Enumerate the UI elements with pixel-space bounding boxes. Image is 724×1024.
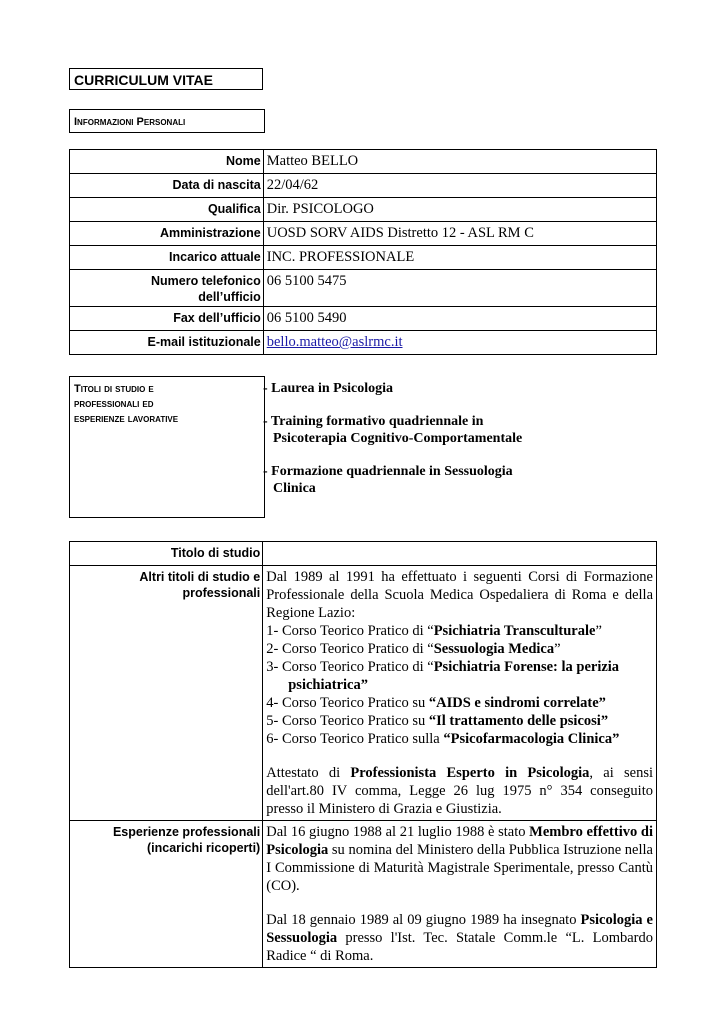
section-titoli-label	[69, 376, 265, 518]
esp2-bold: Psicologia e Sessuologia	[266, 912, 653, 946]
corso-4-pre: 4- Corso Teorico Pratico su	[266, 695, 429, 711]
section-personal-info: Informazioni Personali	[69, 109, 265, 133]
table-row	[70, 331, 657, 355]
table-row	[70, 222, 657, 246]
esp1-post: su nomina del Ministero della Pubblica Istruzione nella I Commissione di Maturità Magistrale Sperimentale, presso Cantù (CO).	[266, 842, 653, 894]
list-item	[263, 380, 563, 397]
titolo-training-line2: Psicoterapia Cognitivo-Comportamentale	[273, 431, 523, 446]
label-incarico: Incarico attuale	[70, 246, 264, 270]
esp1-bold: Membro effettivo di Psicologia	[266, 824, 653, 858]
corso-4	[266, 694, 653, 712]
titoli-list	[263, 380, 563, 513]
label-fax: Fax dell’ufficio	[70, 307, 264, 331]
label-telefono	[70, 270, 264, 307]
label-data-nascita: Data di nascita	[70, 174, 264, 198]
label-amministrazione: Amministrazione	[70, 222, 264, 246]
table-row	[70, 821, 657, 968]
label-telefono-line1: Numero telefonico	[150, 274, 261, 288]
corso-1-bold: Psichiatria Transculturale	[433, 623, 596, 639]
label-email: E-mail istituzionale	[70, 331, 264, 355]
table-row	[70, 542, 657, 566]
label-titolo-studio: Titolo di studio	[70, 542, 263, 566]
corso-2-bold: Sessuologia Medica	[433, 641, 555, 657]
label-esperienze	[70, 821, 263, 968]
cv-title: CURRICULUM VITAE	[69, 68, 263, 90]
value-esperienze	[263, 821, 657, 968]
corso-3-cont	[266, 676, 653, 694]
value-altri-titoli	[263, 566, 657, 821]
table-row	[70, 566, 657, 821]
corso-1-pre: 1- Corso Teorico Pratico di “	[266, 623, 434, 639]
corso-5-bold: “Il trattamento delle psicosi”	[428, 713, 609, 729]
titolo-training-line1: - Training formativo quadriennale in	[263, 414, 484, 429]
corso-3-bold2: psichiatrica”	[288, 677, 368, 693]
esp2-pre: Dal 18 gennaio 1989 al 09 giugno 1989 ha insegnato	[266, 912, 581, 928]
corso-5-pre: 5- Corso Teorico Pratico su	[266, 713, 429, 729]
value-incarico: INC. PROFESSIONALE	[263, 246, 656, 270]
corso-6-pre: 6- Corso Teorico Pratico sulla	[266, 731, 444, 747]
value-data-nascita: 22/04/62	[263, 174, 656, 198]
value-telefono: 06 5100 5475	[263, 270, 656, 307]
table-row	[70, 174, 657, 198]
email-link[interactable]: bello.matteo@aslrmc.it	[266, 334, 403, 350]
table-row	[70, 307, 657, 331]
table-row	[70, 198, 657, 222]
esperienza-1	[266, 823, 653, 895]
titoli-label-line1: Titoli di studio e	[74, 383, 154, 395]
corso-4-bold: “AIDS e sindromi correlate”	[428, 695, 606, 711]
corso-2-post: ”	[554, 641, 561, 657]
corso-6	[266, 730, 653, 748]
label-nome: Nome	[70, 150, 264, 174]
table-row	[70, 270, 657, 307]
value-titolo-studio	[263, 542, 657, 566]
value-nome: Matteo BELLO	[263, 150, 656, 174]
label-esperienze-line1: Esperienze professionali	[112, 825, 261, 839]
value-amministrazione: UOSD SORV AIDS Distretto 12 - ASL RM C	[263, 222, 656, 246]
table-row	[70, 150, 657, 174]
titolo-sessuologia-line1: - Formazione quadriennale in Sessuologia	[263, 464, 513, 479]
personal-info-table	[69, 149, 657, 355]
details-table	[69, 541, 657, 968]
corso-1	[266, 622, 653, 640]
corso-3	[266, 658, 653, 676]
titoli-label-line3: esperienze lavorative	[74, 413, 179, 425]
esp1-pre: Dal 16 giugno 1988 al 21 luglio 1988 è stato	[266, 824, 530, 840]
label-telefono-line2: dell’ufficio	[198, 290, 261, 304]
label-qualifica: Qualifica	[70, 198, 264, 222]
value-qualifica: Dir. PSICOLOGO	[263, 198, 656, 222]
value-fax: 06 5100 5490	[263, 307, 656, 331]
corso-6-bold: “Psicofarmacologia Clinica”	[443, 731, 620, 747]
corso-5	[266, 712, 653, 730]
attestato-post: , ai sensi dell'art.80 IV comma, Legge 26 lug 1975 n° 354 conseguito presso il Ministero di Grazia e Giustizia.	[266, 765, 653, 817]
attestato-bold: Professionista Esperto in Psicologia	[350, 765, 590, 781]
corso-3-pre: 3- Corso Teorico Pratico di “	[266, 659, 434, 675]
esp2-post: presso l'Ist. Tec. Statale Comm.le “L. Lombardo Radice “ di Roma.	[266, 930, 653, 964]
label-altri-titoli	[70, 566, 263, 821]
esperienza-2	[266, 911, 653, 965]
value-email-cell	[263, 331, 656, 355]
attestato-pre: Attestato di	[266, 765, 351, 781]
corso-2-pre: 2- Corso Teorico Pratico di “	[266, 641, 434, 657]
label-esperienze-line2: (incarichi ricoperti)	[147, 841, 261, 855]
corso-2	[266, 640, 653, 658]
titolo-laurea: - Laurea in Psicologia	[263, 381, 394, 396]
altri-intro: Dal 1989 al 1991 ha effettuato i seguenti Corsi di Formazione Professionale della Scuola Medica Ospedaliera di Roma e della Regione Lazio:	[266, 569, 653, 621]
corso-3-bold: Psichiatria Forense: la perizia	[433, 659, 620, 675]
corso-1-post: ”	[595, 623, 602, 639]
table-row	[70, 246, 657, 270]
titolo-sessuologia-line2: Clinica	[273, 481, 316, 496]
titoli-label-line2: professionali ed	[74, 398, 154, 410]
label-altri-line1: Altri titoli di studio e	[139, 570, 261, 584]
list-item	[263, 413, 563, 447]
list-item	[263, 463, 563, 497]
label-altri-line2: professionali	[182, 586, 261, 600]
attestato	[266, 764, 653, 818]
